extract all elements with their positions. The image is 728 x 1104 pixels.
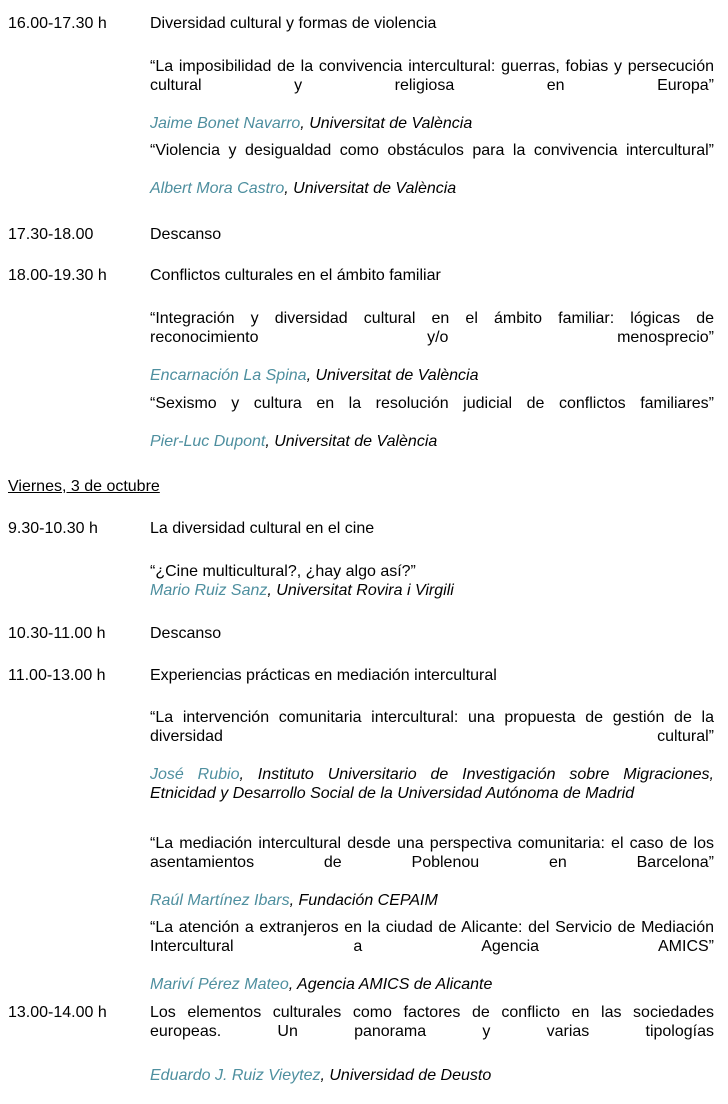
speaker-name: Mariví Pérez Mateo [150,976,289,993]
talk-title: “La atención a extranjeros en la ciudad de Alicante: del Servicio de Mediación Intercultural a Agencia AMICS” [150,919,714,955]
talk-title: “La intervención comunitaria intercultural: una propuesta de gestión de la diversidad cultural” [150,709,714,745]
talk [150,141,714,198]
talk-title: “La imposibilidad de la convivencia intercultural: guerras, fobias y persecución cultural y religiosa en Europa” [150,58,714,94]
speaker-name: Encarnación La Spina [150,367,307,384]
speaker-affiliation: , Instituto Universitario de Investigación sobre Migraciones, Etnicidad y Desarrollo Social de la Universidad Autónoma de Madrid [150,766,715,802]
speaker-name: Raúl Martínez Ibars [150,892,290,909]
speaker-affiliation: , Universitat Rovira i Virgili [267,582,454,599]
session-title: Diversidad cultural y formas de violencia [150,15,437,32]
talk [150,562,714,600]
session-title: Conflictos culturales en el ámbito familiar [150,267,441,284]
session-title: Experiencias prácticas en mediación intercultural [150,667,497,684]
talk [150,1066,714,1085]
speaker-affiliation: , Universidad de Deusto [320,1067,492,1084]
speaker-name: Eduardo J. Ruiz Vieytez [150,1067,321,1084]
talk [150,57,714,133]
speaker-line [150,1066,714,1085]
time-slot: 10.30-11.00 h [8,625,106,642]
schedule-block [8,1003,714,1043]
session-title: Descanso [150,625,222,642]
time-slot: 9.30-10.30 h [8,520,98,537]
session-title: Los elementos culturales como factores de conflicto en las sociedades europeas. Un panorama y varias tipologías [150,1004,714,1040]
speaker-line [150,581,714,600]
speaker-affiliation: , Fundación CEPAIM [289,892,438,909]
time-slot: 13.00-14.00 h [8,1004,107,1021]
time-slot: 16.00-17.30 h [8,15,107,32]
speaker-line [150,179,714,198]
speaker-affiliation: , Agencia AMICS de Alicante [288,976,493,993]
speaker-affiliation: , Universitat de València [265,433,438,450]
talk [150,309,714,385]
talk-title: “Sexismo y cultura en la resolución judicial de conflictos familiares” [150,395,714,412]
talk-title: “Integración y diversidad cultural en el ámbito familiar: lógicas de reconocimiento y/o menosprecio” [150,310,714,346]
talk-title: “Violencia y desigualdad como obstáculos para la convivencia intercultural” [150,142,714,159]
time-slot: 11.00-13.00 h [8,667,106,684]
talk-title: “¿Cine multicultural?, ¿hay algo así?” [150,563,416,580]
speaker-name: Pier-Luc Dupont [150,433,266,450]
speaker-line [150,975,714,994]
talk [150,708,714,803]
speaker-name: Albert Mora Castro [150,180,285,197]
time-slot: 18.00-19.30 h [8,267,107,284]
talk-title: “La mediación intercultural desde una perspectiva comunitaria: el caso de los asentamientos de Poblenou en Barcelona” [150,835,714,871]
speaker-affiliation: , Universitat de València [300,115,473,132]
speaker-affiliation: , Universitat de València [284,180,457,197]
speaker-line [150,432,714,451]
speaker-affiliation: , Universitat de València [306,367,479,384]
speaker-name: Jaime Bonet Navarro [150,115,301,132]
speaker-line [150,114,714,133]
speaker-name: Mario Ruiz Sanz [150,582,268,599]
talk [150,834,714,910]
session-title: La diversidad cultural en el cine [150,520,375,537]
talk [150,918,714,994]
speaker-line [150,366,714,385]
speaker-line [150,765,714,803]
time-slot: 17.30-18.00 [8,226,94,243]
day-heading: Viernes, 3 de octubre [8,478,160,495]
session-title: Descanso [150,226,222,243]
speaker-name: José Rubio [150,766,240,783]
speaker-line [150,891,714,910]
talk [150,394,714,451]
